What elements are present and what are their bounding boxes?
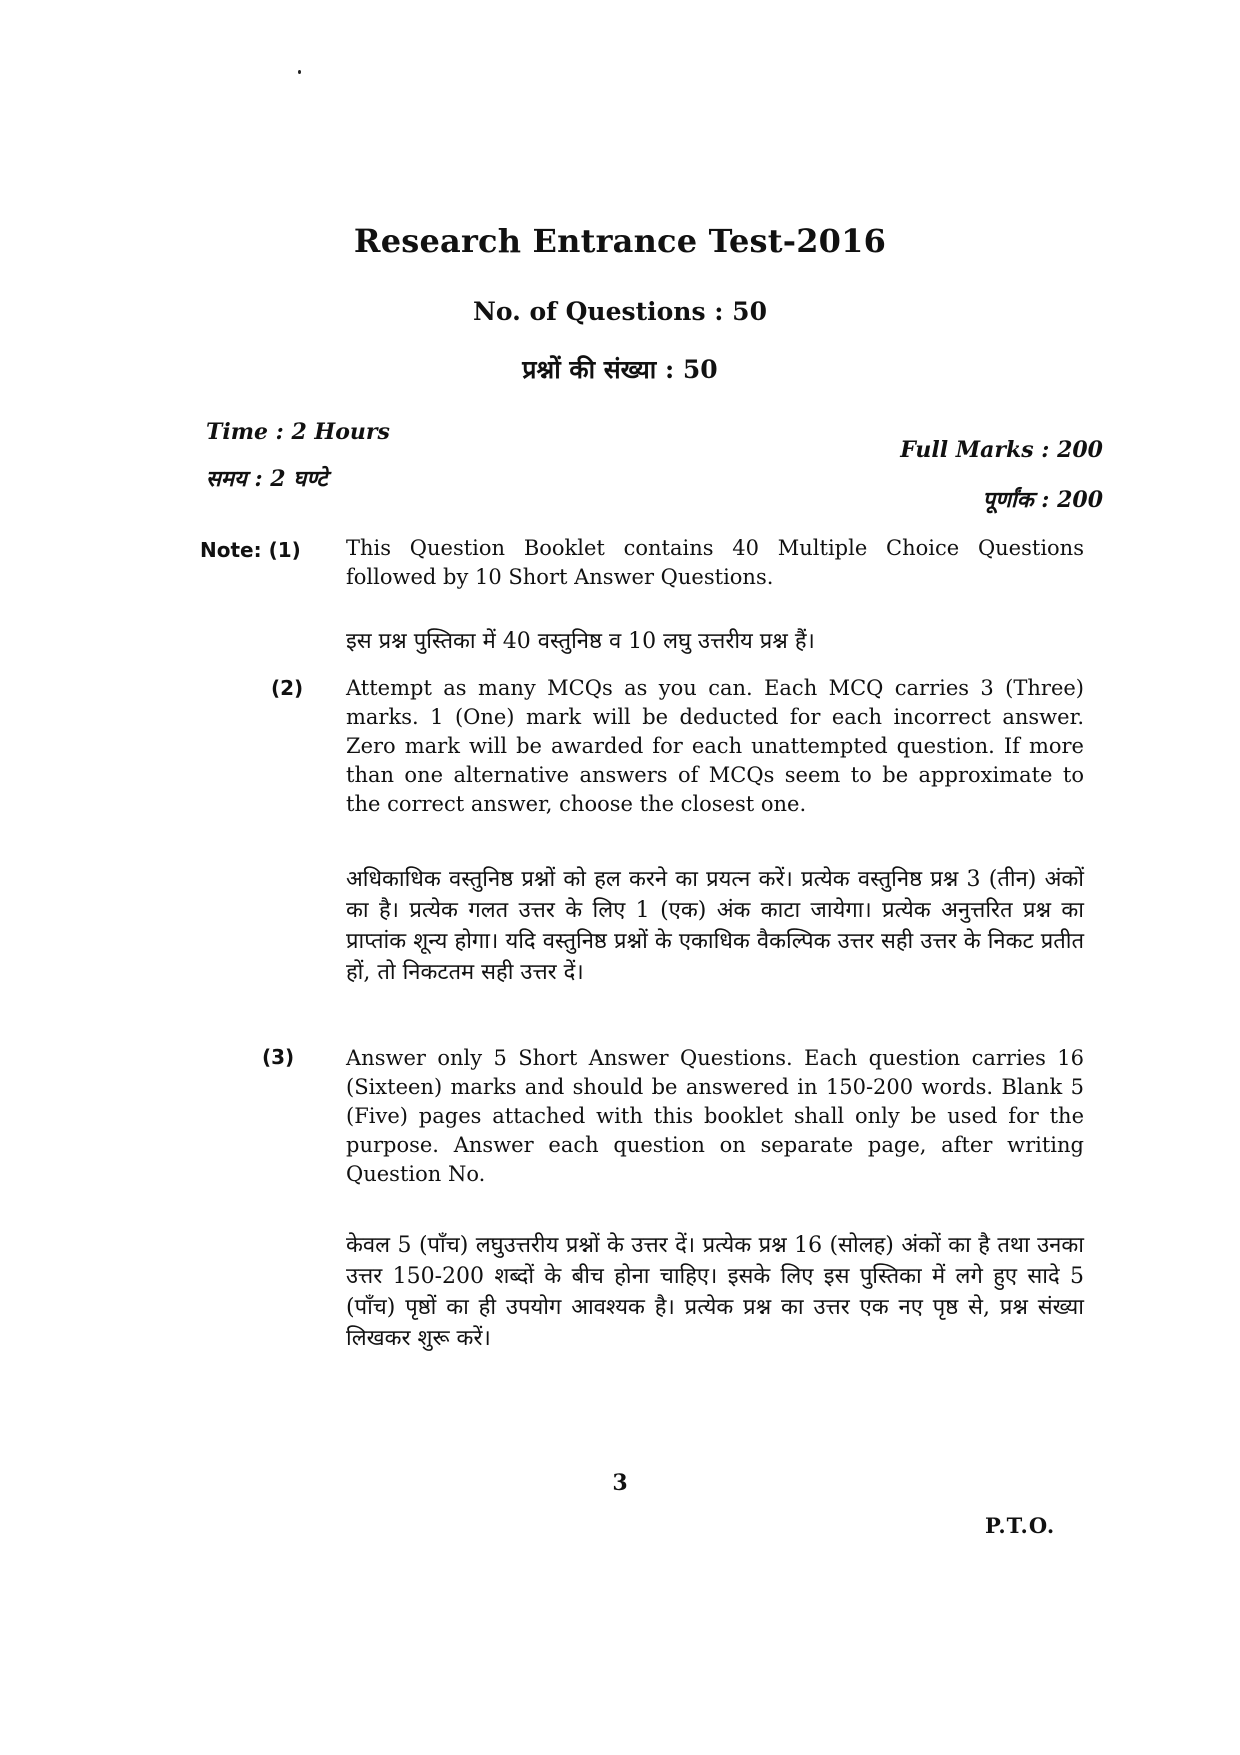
time-hindi: समय : 2 घण्टे xyxy=(206,466,328,492)
note-2-hindi: अधिकाधिक वस्तुनिष्ठ प्रश्नों को हल करने का प्रयत्न करें। प्रत्येक वस्तुनिष्ठ प्रश्न 3 (तीन) अंकों का है। प्रत्येक गलत उत्तर के लिए 1 (एक) अंक काटा जायेगा। प्रत्येक अनुत्तरित प्रश्न का प्राप्तांक शून्य होगा। यदि वस्तुनिष्ठ प्रश्नों के एकाधिक वैकल्पिक उत्तर सही उत्तर के निकट प्रतीत हों, तो निकटतम सही उत्तर दें। xyxy=(346,867,1084,985)
please-turn-over: P.T.O. xyxy=(985,1513,1056,1538)
question-count-english: No. of Questions : 50 xyxy=(473,297,767,326)
full-marks-hindi: पूर्णांक : 200 xyxy=(982,487,1103,513)
note-2-english: Attempt as many MCQs as you can. Each MCQ carries 3 (Three) marks. 1 (One) mark will be deducted for each incorrect answer. Zero mark will be awarded for each unattempted question. If more than one alternative answers of MCQs seem to be approximate to the correct answer, choose the closest one. xyxy=(346,676,1084,816)
time-english: Time : 2 Hours xyxy=(206,419,390,445)
note-3-hindi: केवल 5 (पाँच) लघुउत्तरीय प्रश्नों के उत्तर दें। प्रत्येक प्रश्न 16 (सोलह) अंकों का है तथा उनका उत्तर 150-200 शब्दों के बीच होना चाहिए। इसके लिए इस पुस्तिका में लगे हुए सादे 5 (पाँच) पृष्ठों का ही उपयोग आवश्यक है। प्रत्येक प्रश्न का उत्तर एक नए पृष्ठ से, प्रश्न संख्या लिखकर शुरू करें। xyxy=(346,1233,1084,1351)
full-marks-english: Full Marks : 200 xyxy=(900,437,1103,463)
note-2-number: (2) xyxy=(271,676,304,700)
note-1-hindi: इस प्रश्न पुस्तिका में 40 वस्तुनिष्ठ व 10 लघु उत्तरीय प्रश्न हैं। xyxy=(346,629,815,654)
note-3-english: Answer only 5 Short Answer Questions. Each question carries 16 (Sixteen) marks and should be answered in 150-200 words. Blank 5 (Five) pages attached with this booklet shall only be used for the purpose. Answer each question on separate page, after writing Question No. xyxy=(346,1046,1084,1186)
note-1-english: This Question Booklet contains 40 Multiple Choice Questions followed by 10 Short Answer Questions. xyxy=(346,536,1084,589)
page-number: 3 xyxy=(612,1470,628,1496)
note-label: Note: (1) xyxy=(200,538,301,562)
note-3-number: (3) xyxy=(262,1045,295,1069)
page-title: Research Entrance Test-2016 xyxy=(353,222,887,260)
question-count-hindi: प्रश्नों की संख्या : 50 xyxy=(522,355,718,384)
speck-mark xyxy=(298,70,301,74)
